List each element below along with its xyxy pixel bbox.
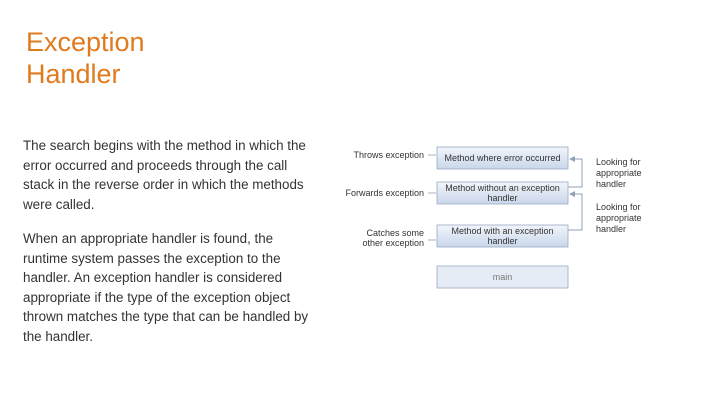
title-line-1: Exception [26, 27, 145, 57]
right-label-1: appropriate [596, 168, 642, 178]
paragraph-search: The search begins with the method in which the error occurred and proceeds through the call stack in the reverse order in which the methods were called. [23, 138, 306, 212]
paragraph-handler: When an appropriate handler is found, the runtime system passes the exception to the handler. An exception handler is considered appropriate if the type of the exception object thrown matches the type that can be handled by the handler. [23, 231, 309, 344]
stack-frame-label: Method with an exception [451, 226, 554, 236]
search-arrow-2 [568, 194, 582, 230]
arrows [568, 159, 582, 230]
stack-frame-3 [437, 225, 568, 247]
stack-frames [437, 147, 568, 288]
left-label-3: Catches some [366, 228, 424, 238]
stack-frame-label: Method without an exception [445, 183, 560, 193]
stack-frame-label: handler [487, 236, 518, 246]
left-label-1: Throws exception [353, 150, 424, 160]
right-label-2: Looking for [596, 202, 641, 212]
stack-frame-2 [437, 182, 568, 204]
left-label-2: Forwards exception [345, 188, 424, 198]
right-label-2: handler [596, 224, 627, 234]
call-stack-diagram [340, 140, 660, 300]
search-arrow-1 [568, 159, 582, 187]
right-label-1: Looking for [596, 157, 641, 167]
right-label-1: handler [596, 179, 627, 189]
slide-title [26, 26, 326, 90]
stack-frame-1 [437, 147, 568, 169]
stack-frame-label: handler [487, 193, 518, 203]
stack-frame-4 [437, 266, 568, 288]
stack-frame-label: main [492, 272, 513, 282]
stack-frame-label: Method where error occurred [444, 153, 561, 163]
left-label-3: other exception [362, 238, 424, 248]
right-labels [596, 157, 642, 234]
right-label-2: appropriate [596, 213, 642, 223]
left-labels [345, 150, 436, 248]
title-line-2: Handler [26, 59, 121, 89]
